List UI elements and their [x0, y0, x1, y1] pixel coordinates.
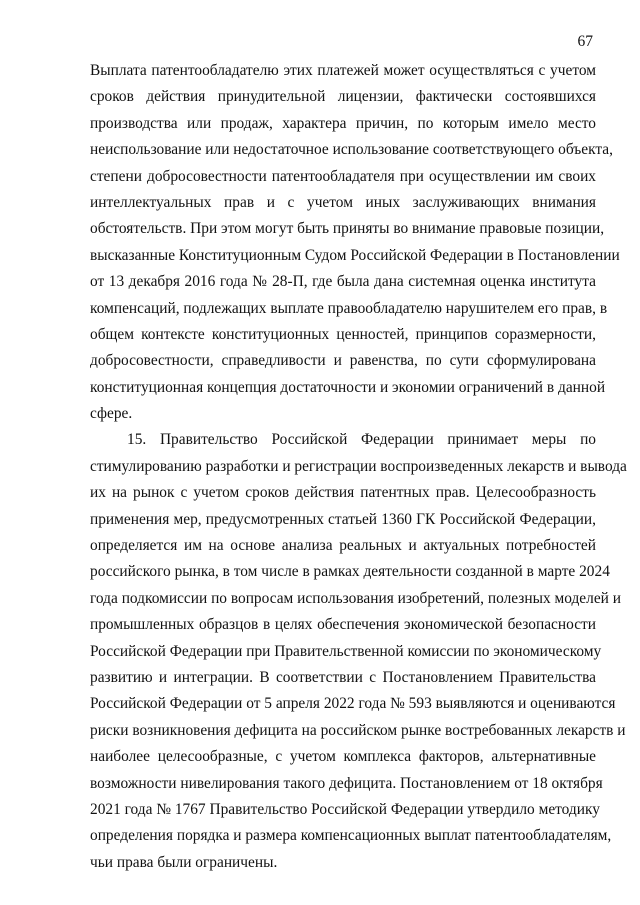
text-line: риски возникновения дефицита на российском рынке востребованных лекарств и: [90, 721, 626, 739]
text-line: наиболее целесообразные, с учетом комплекса факторов, альтернативные: [90, 748, 596, 766]
text-line: российского рынка, в том числе в рамках деятельности созданной в марте 2024: [90, 563, 610, 581]
text-line: определения порядка и размера компенсационных выплат патентообладателям,: [90, 827, 612, 845]
text-line: Выплата патентообладателю этих платежей может осуществляться с учетом: [90, 62, 596, 79]
text-line: степени добросовестности патентообладателя при осуществлении им своих: [90, 167, 596, 185]
text-line: конституционная концепция достаточности и экономии ограничений в данной: [90, 378, 606, 396]
paragraph: [90, 427, 627, 876]
text-line: определяется им на основе анализа реальных и актуальных потребностей: [90, 537, 596, 555]
text-line: производства или продаж, характера причин, по которым имело место: [90, 114, 596, 132]
text-line: сроков действия принудительной лицензии, фактически состоявшихся: [90, 88, 596, 106]
text-line: добросовестности, справедливости и равенства, по сути сформулирована: [90, 352, 596, 370]
paragraph: [90, 58, 620, 427]
document-body: [90, 58, 627, 876]
text-line: возможности нивелирования такого дефицита. Постановлением от 18 октября: [90, 774, 603, 792]
text-line: развитию и интеграции. В соответствии с Постановлением Правительства: [90, 668, 596, 686]
page-number: 67: [577, 33, 593, 50]
text-line: применения мер, предусмотренных статьей 1360 ГК Российской Федерации,: [90, 510, 596, 528]
text-line: Российской Федерации при Правительственной комиссии по экономическому: [90, 642, 602, 660]
text-line: от 13 декабря 2016 года № 28-П, где была дана системная оценка института: [90, 273, 596, 291]
text-line: года подкомиссии по вопросам использования изобретений, полезных моделей и: [90, 589, 621, 607]
text-line: сфере.: [90, 405, 133, 423]
text-line: чьи права были ограничены.: [90, 853, 278, 871]
text-line: Российской Федерации от 5 апреля 2022 года № 593 выявляются и оцениваются: [90, 695, 616, 713]
text-line: промышленных образцов в целях обеспечения экономической безопасности: [90, 616, 596, 634]
text-line: 2021 года № 1767 Правительство Российской Федерации утвердило методику: [90, 800, 600, 818]
text-line: интеллектуальных прав и с учетом иных заслуживающих внимания: [90, 193, 596, 211]
text-line: 15. Правительство Российской Федерации принимает меры по: [127, 431, 596, 449]
text-line: высказанные Конституционным Судом Российской Федерации в Постановлении: [90, 246, 620, 264]
text-line: стимулированию разработки и регистрации воспроизведенных лекарств и вывода: [90, 457, 627, 475]
text-line: неиспользование или недостаточное использование соответствующего объекта,: [90, 141, 613, 159]
text-line: общем контексте конституционных ценностей, принципов соразмерности,: [90, 325, 596, 343]
text-line: обстоятельств. При этом могут быть приняты во внимание правовые позиции,: [90, 220, 605, 238]
text-line: компенсаций, подлежащих выплате правообладателю нарушителем его прав, в: [90, 299, 608, 317]
text-line: их на рынок с учетом сроков действия патентных прав. Целесообразность: [90, 484, 596, 502]
